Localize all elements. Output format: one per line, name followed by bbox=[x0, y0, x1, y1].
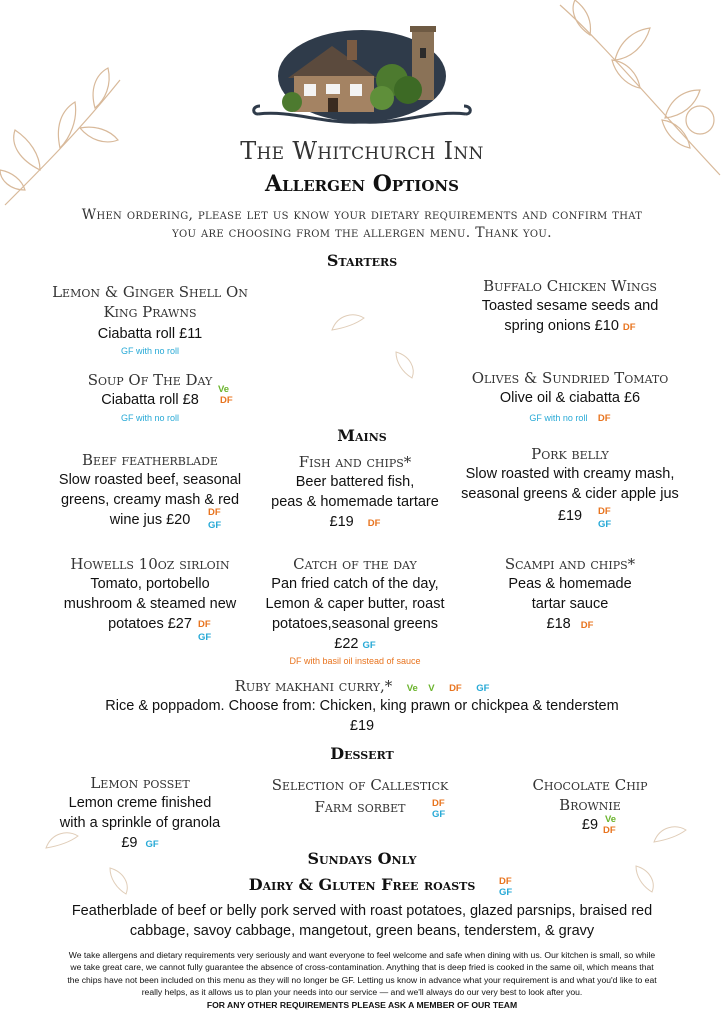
item-price: £22 bbox=[334, 636, 359, 652]
item-price: £9 bbox=[121, 835, 138, 851]
footer-disclaimer bbox=[0, 949, 724, 1011]
df-tag: DF bbox=[198, 619, 211, 630]
sundays-heading: Sundays Only bbox=[307, 849, 417, 868]
gf-tag: GF bbox=[198, 632, 212, 643]
menu-item-king-prawns bbox=[40, 282, 260, 356]
allergen-note: DF with basil oil instead of sauce bbox=[289, 656, 421, 666]
sundays-subheading: Dairy & Gluten Free roasts bbox=[248, 875, 476, 894]
gf-tag: GF bbox=[432, 809, 446, 820]
leaf-decoration-icon bbox=[392, 350, 418, 380]
menu-item-catch-of-the-day bbox=[245, 554, 465, 666]
item-title: Beef featherblade bbox=[82, 451, 218, 469]
sundays-description-2: cabbage, savoy cabbage, mangetout, green beans, tenderstem, & gravy bbox=[129, 923, 595, 939]
item-price: £19 bbox=[329, 514, 354, 530]
df-tag: DF bbox=[208, 507, 221, 518]
ve-tag: Ve bbox=[218, 384, 230, 395]
item-description: Tomato, portobello bbox=[90, 576, 210, 592]
footer-line: really helps, as it allows us to plan your needs into our service — and we'll always do our very best to look after you. bbox=[141, 987, 583, 998]
item-description: Olive oil & ciabatta £6 bbox=[499, 390, 641, 406]
item-price: £19 bbox=[349, 718, 375, 734]
footer-cta: FOR ANY OTHER REQUIREMENTS PLEASE ASK A MEMBER OF OUR TEAM bbox=[206, 999, 518, 1010]
footer-line: We take allergens and dietary requirements very seriously and want everyone to feel welcome and safe when dining with us. Our kitchen is small, so while bbox=[68, 950, 656, 960]
df-tag: DF bbox=[603, 825, 616, 836]
item-title: Buffalo Chicken Wings bbox=[483, 277, 657, 295]
df-tag: DF bbox=[449, 683, 462, 694]
gf-tag: GF bbox=[476, 683, 490, 694]
restaurant-name: The Whitchurch Inn bbox=[240, 137, 484, 165]
item-description: peas & homemade tartare bbox=[271, 494, 439, 510]
item-title: Lemon posset bbox=[90, 774, 190, 792]
item-title: Farm sorbet bbox=[314, 798, 406, 816]
item-price: £9 bbox=[581, 817, 599, 833]
menu-item-brownie bbox=[480, 775, 700, 835]
item-description: Slow roasted beef, seasonal bbox=[58, 472, 242, 488]
menu-item-fish-and-chips bbox=[255, 452, 455, 534]
dessert-heading: Dessert bbox=[330, 744, 394, 763]
item-description: Peas & homemade bbox=[508, 576, 632, 592]
item-title: Pork belly bbox=[531, 445, 609, 463]
item-title: Scampi and chips* bbox=[504, 555, 636, 573]
item-title: Ruby makhani curry,* bbox=[234, 677, 393, 695]
df-tag: DF bbox=[432, 798, 445, 809]
item-title: Catch of the day bbox=[293, 555, 417, 573]
item-title: Chocolate Chip bbox=[532, 776, 648, 794]
item-price-row bbox=[245, 634, 465, 656]
item-description: Beer battered fish, bbox=[295, 474, 415, 490]
allergen-note: GF with no roll bbox=[120, 346, 180, 356]
item-description: with a sprinkle of granola bbox=[59, 815, 221, 831]
menu-item-sorbet bbox=[260, 775, 460, 817]
allergen-note-row bbox=[450, 408, 690, 426]
df-tag: DF bbox=[499, 876, 512, 887]
item-description: potatoes £27 bbox=[108, 616, 192, 632]
intro-line-1: When ordering, please let us know your dietary requirements and confirm that bbox=[81, 207, 643, 223]
item-title: Howells 10oz sirloin bbox=[70, 555, 230, 573]
mains-heading: Mains bbox=[337, 426, 387, 445]
allergen-note: GF with no roll bbox=[120, 413, 180, 423]
df-tag: DF bbox=[367, 518, 381, 529]
item-description: greens, creamy mash & red bbox=[60, 492, 240, 508]
menu-item-scampi bbox=[460, 554, 680, 636]
df-tag: DF bbox=[220, 395, 233, 406]
item-title: King Prawns bbox=[103, 303, 197, 321]
menu-item-howells-sirloin bbox=[40, 554, 260, 634]
item-description: mushroom & steamed new bbox=[63, 596, 237, 612]
footer-line: we take great care, we cannot fully guarantee the absence of cross-contamination. Anything that is deep fried is cooked in the same oil, which means that bbox=[70, 962, 654, 973]
starters-heading: Starters bbox=[326, 251, 398, 270]
item-price: £19 bbox=[557, 508, 583, 524]
df-tag: DF bbox=[622, 322, 636, 333]
gf-tag: GF bbox=[208, 520, 222, 531]
footer-line: the chips have not been included on this menu as they will no longer be GF. Letting us know in advance what your requirement is and what you'd like to eat bbox=[67, 974, 657, 985]
menu-item-beef-featherblade bbox=[40, 450, 260, 530]
menu-item-olives bbox=[450, 368, 690, 426]
item-description: Toasted sesame seeds and bbox=[481, 298, 659, 314]
item-description: Lemon creme finished bbox=[68, 795, 212, 811]
item-description: tartar sauce bbox=[531, 596, 609, 612]
df-tag: DF bbox=[580, 620, 594, 631]
item-description: Rice & poppadom. Choose from: Chicken, king prawn or chickpea & tenderstem bbox=[105, 698, 619, 714]
menu-item-ruby-curry bbox=[0, 676, 724, 736]
item-title: Brownie bbox=[559, 796, 621, 814]
item-price: £18 bbox=[546, 616, 571, 632]
menu-item-lemon-posset bbox=[30, 773, 250, 855]
ve-tag: Ve bbox=[605, 814, 617, 825]
item-description: Lemon & caper butter, roast bbox=[265, 596, 445, 612]
curry-title-row bbox=[0, 676, 724, 696]
item-description: spring onions £10 bbox=[504, 318, 619, 334]
sundays-description-1: Featherblade of beef or belly pork served with roast potatoes, glazed parsnips, braised red bbox=[71, 903, 653, 919]
gf-tag: GF bbox=[145, 839, 159, 850]
item-description: Ciabatta roll £8 bbox=[101, 392, 199, 408]
v-tag: V bbox=[428, 683, 435, 694]
menu-item-soup bbox=[60, 370, 240, 423]
item-description: wine jus £20 bbox=[109, 512, 191, 528]
item-title: Lemon & Ginger Shell On bbox=[52, 283, 248, 301]
inn-logo-illustration bbox=[252, 18, 472, 130]
menu-title: Allergen Options bbox=[265, 171, 459, 197]
ve-tag: Ve bbox=[406, 683, 418, 694]
menu-item-buffalo-wings bbox=[450, 276, 690, 338]
intro-line-2: you are choosing from the allergen menu. Thank you. bbox=[172, 225, 552, 241]
df-tag: DF bbox=[598, 506, 611, 517]
item-title: Selection of Callestick bbox=[271, 776, 449, 794]
gf-tag: GF bbox=[499, 887, 513, 898]
gf-tag: GF bbox=[362, 640, 376, 651]
menu-item-pork-belly bbox=[450, 444, 690, 526]
item-description: Slow roasted with creamy mash, bbox=[465, 466, 675, 482]
item-price-row bbox=[460, 614, 680, 636]
item-description: seasonal greens & cider apple jus bbox=[461, 486, 679, 502]
item-description: potatoes,seasonal greens bbox=[271, 616, 439, 632]
allergen-note: GF with no roll bbox=[529, 413, 588, 423]
item-description: Pan fried catch of the day, bbox=[271, 576, 439, 592]
item-price-row bbox=[255, 512, 455, 534]
leaf-decoration-icon bbox=[330, 310, 366, 332]
item-description: Ciabatta roll £11 bbox=[97, 326, 203, 342]
gf-tag: GF bbox=[598, 519, 612, 530]
df-tag: DF bbox=[597, 413, 611, 424]
item-title: Fish and chips* bbox=[298, 453, 412, 471]
item-description bbox=[450, 316, 690, 338]
item-title: Olives & Sundried Tomato bbox=[471, 369, 669, 387]
item-title: Soup Of The Day bbox=[87, 371, 213, 389]
